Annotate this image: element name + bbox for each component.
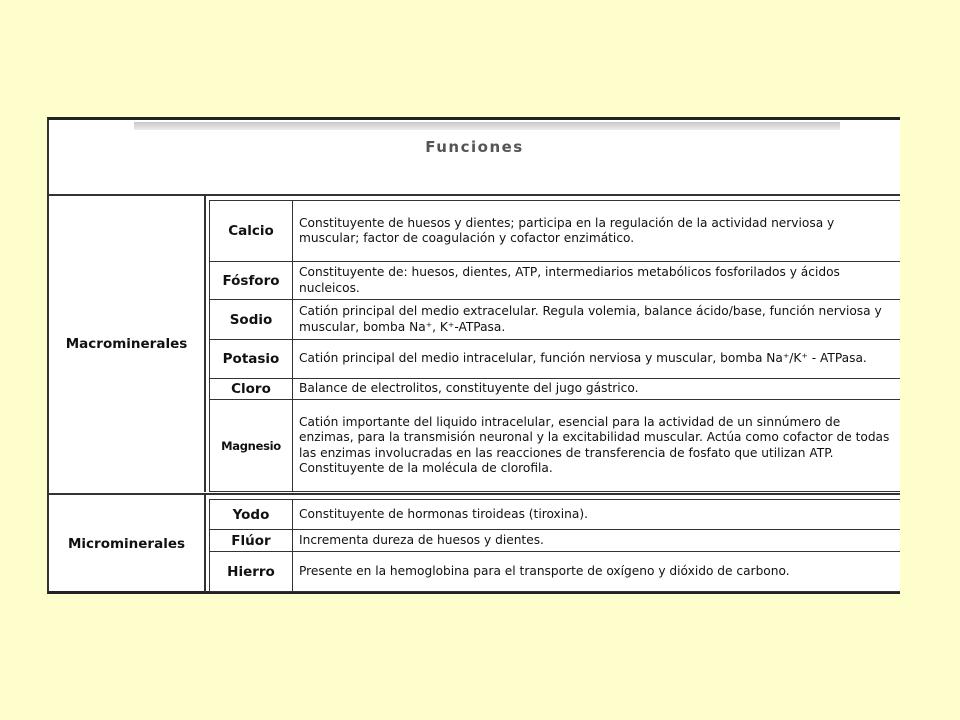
mineral-name: Potasio xyxy=(209,340,293,378)
table-row xyxy=(209,299,900,339)
mineral-function: Catión principal del medio intracelular, función nerviosa y muscular, bomba Na⁺/K⁺ - ATPasa. xyxy=(299,351,867,366)
table-row xyxy=(209,200,900,261)
mineral-function: Incrementa dureza de huesos y dientes. xyxy=(299,532,544,547)
mineral-name: Flúor xyxy=(209,530,293,551)
mineral-name: Yodo xyxy=(209,500,293,529)
mineral-function: Constituyente de huesos y dientes; participa en la regulación de la actividad nerviosa y muscular; factor de coagulación y cofactor enzimático. xyxy=(299,215,835,245)
mineral-name: Magnesio xyxy=(209,400,293,491)
table-row xyxy=(209,551,900,592)
mineral-name: Calcio xyxy=(209,201,293,261)
mineral-function: Catión principal del medio extracelular. Regula volemia, balance ácido/base, función nerviosa y muscular, bomba Na⁺, K⁺-ATPasa. xyxy=(299,304,882,334)
table-row xyxy=(209,261,900,299)
mineral-name: Sodio xyxy=(209,300,293,339)
mineral-function: Presente en la hemoglobina para el transporte de oxígeno y dióxido de carbono. xyxy=(299,563,790,578)
group-label-microminerales: Microminerales xyxy=(49,495,206,592)
table-row xyxy=(209,339,900,378)
minerals-table xyxy=(47,117,900,594)
table-row xyxy=(209,399,900,492)
group-label-macrominerales: Macrominerales xyxy=(49,196,206,492)
mineral-name: Cloro xyxy=(209,379,293,399)
mineral-function: Constituyente de: huesos, dientes, ATP, intermediarios metabólicos fosforilados y ácidos nucleicos. xyxy=(299,265,840,295)
mineral-name: Fósforo xyxy=(209,262,293,299)
mineral-name: Hierro xyxy=(209,552,293,591)
mineral-function: Catión importante del liquido intracelular, esencial para la actividad de un sinnúmero de enzimas, para la transmisión neuronal y la excitabilidad muscular. Actúa como cofactor de todas las enzimas involucradas en las reacciones de transferencia de fosfato que utilizan ATP. Constituyente de la molécula de clorofila. xyxy=(299,414,890,475)
mineral-function: Balance de electrolitos, constituyente del jugo gástrico. xyxy=(299,381,639,396)
header-title: Funciones xyxy=(425,138,524,156)
table-header xyxy=(49,120,900,196)
table-row xyxy=(209,378,900,399)
table-row xyxy=(209,499,900,529)
mineral-function: Constituyente de hormonas tiroideas (tiroxina). xyxy=(299,506,588,521)
table-row xyxy=(209,529,900,551)
header-shadow-bar xyxy=(134,122,840,130)
